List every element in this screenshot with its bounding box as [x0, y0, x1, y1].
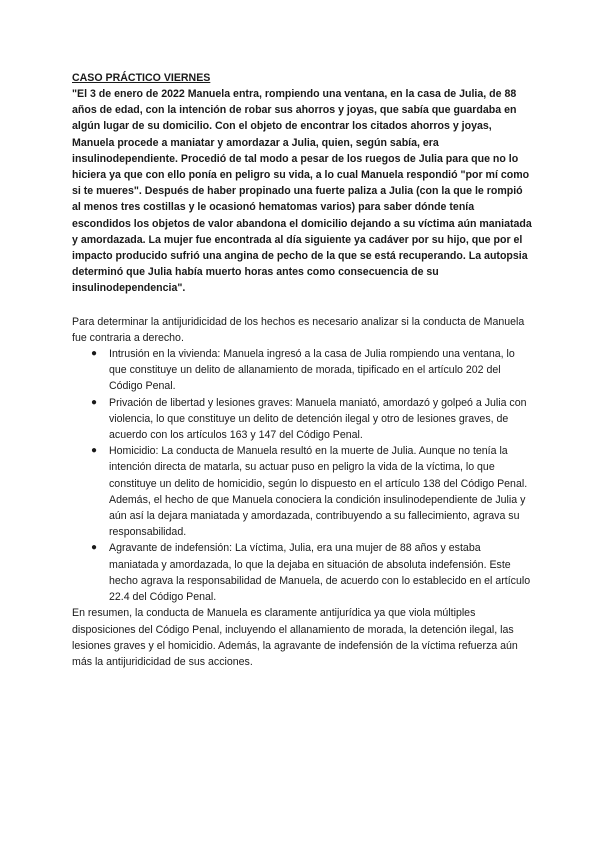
bullet-icon: ●	[91, 445, 98, 457]
list-item	[91, 395, 532, 444]
list-item-text: Homicidio: La conducta de Manuela resultó en la muerte de Julia. Aunque no tenía la intención directa de matarla, su actuar puso en peligro la vida de la víctima, lo que constituye un delito de homicidio, según lo dispuesto en el artículo 138 del Código Penal. Además, el hecho de que Manuela conociera la condición insulinodependiente de Julia y aún así la dejara maniatada y amordazada, contribuyendo a su fallecimiento, agrava su responsabilidad.	[109, 445, 528, 539]
analysis-points-list	[72, 346, 532, 605]
list-item-text: Privación de libertad y lesiones graves: Manuela maniató, amordazó y golpeó a Julia con violencia, lo que constituye un delito de detención ilegal y otro de lesiones graves, de acuerdo con los artículos 163 y 147 del Código Penal.	[109, 396, 527, 442]
bullet-icon: ●	[91, 396, 98, 408]
bullet-icon: ●	[91, 348, 98, 360]
bullet-icon: ●	[91, 542, 98, 554]
list-item-text: Intrusión en la vivienda: Manuela ingresó a la casa de Julia rompiendo una ventana, lo que constituye un delito de allanamiento de morada, tipificado en el artículo 202 del Código Penal.	[109, 348, 515, 393]
list-item-text: Agravante de indefensión: La víctima, Julia, era una mujer de 88 años y estaba maniatada y amordazada, lo que la dejaba en situación de absoluta indefensión. Este hecho agrava la responsabilidad de Manuela, de acuerdo con lo establecido en el artículo 22.4 del Código Penal.	[109, 542, 531, 604]
analysis-conclusion: En resumen, la conducta de Manuela es claramente antijurídica ya que viola múltiples disposiciones del Código Penal, incluyendo el allanamiento de morada, la detención ilegal, las lesiones graves y el homicidio. Además, la agravante de indefensión de la víctima refuerza aún más la antijuridicidad de sus acciones.	[72, 607, 518, 668]
case-title: CASO PRÁCTICO VIERNES	[72, 72, 211, 84]
case-statement: "El 3 de enero de 2022 Manuela entra, rompiendo una ventana, en la casa de Julia, de 88 años de edad, con la intención de robar sus ahorros y joyas, que sabía que guardaba en algún lugar de su domicilio. Con el objeto de encontrar los citados ahorros y joyas, Manuela procede a maniatar y amordazar a Julia, quien, según sabía, era insulinodependiente. Procedió de tal modo a pesar de los ruegos de Julia para que no lo hiciera ya que con ello ponía en peligro su vida, a lo cual Manuela respondió "por mí como si te mueres". Después de haber propinado una fuerte paliza a Julia (con la que le rompió al menos tres costillas y le ocasionó hematomas varios) para saber dónde tenía escondidos los objetos de valor abandona el domicilio dejando a su víctima aún maniatada y amordazada. La mujer fue encontrada al día siguiente ya cadáver por su hijo, que por el impacto producido sufrió una angina de pecho de la que se está recuperando. La autopsia determinó que Julia había muerto horas antes como consecuencia de su insulinodependencia".	[72, 88, 532, 295]
list-item	[91, 443, 532, 540]
analysis-intro: Para determinar la antijuridicidad de los hechos es necesario analizar si la conducta de Manuela fue contraria a derecho.	[72, 315, 525, 344]
list-item	[91, 540, 532, 605]
document-page	[72, 70, 532, 670]
list-item	[91, 346, 532, 395]
